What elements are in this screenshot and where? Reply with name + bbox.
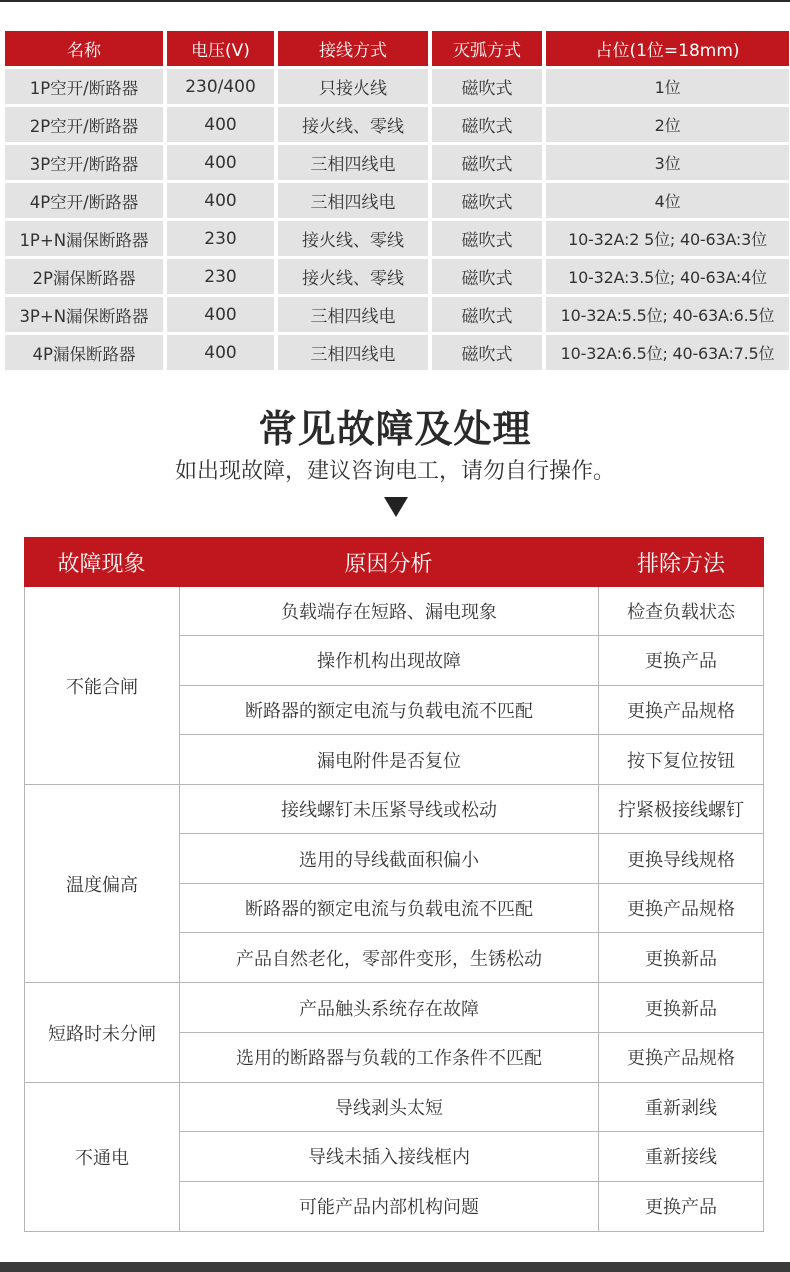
spec-header-wiring: 接线方式	[278, 31, 428, 66]
fault-row	[180, 1033, 763, 1082]
fault-cause: 接线螺钉未压紧导线或松动	[180, 785, 599, 833]
spec-cell-arc: 磁吹式	[432, 107, 542, 142]
fault-group	[24, 983, 764, 1083]
spec-cell-name: 4P空开/断路器	[5, 183, 163, 218]
spec-cell-arc: 磁吹式	[432, 259, 542, 294]
fault-symptom: 不能合闸	[25, 587, 180, 784]
fault-fix: 更换产品规格	[627, 898, 735, 920]
spec-cell-width: 10-32A:5.5位; 40-63A:6.5位	[546, 297, 789, 332]
fault-cause: 产品触头系统存在故障	[180, 983, 599, 1031]
fault-fix: 更换新品	[645, 998, 717, 1020]
fault-cause: 操作机构出现故障	[180, 636, 599, 684]
fault-fix: 拧紧极接线螺钉	[618, 800, 744, 822]
fault-row	[180, 785, 763, 834]
fault-cause: 产品自然老化，零部件变形，生锈松动	[180, 933, 599, 982]
fault-fix: 更换产品规格	[627, 700, 735, 722]
spec-table-row	[5, 107, 789, 142]
fault-fix: 更换导线规格	[627, 849, 735, 871]
spec-cell-name: 3P+N漏保断路器	[5, 297, 163, 332]
fault-fix: 更换产品	[645, 651, 717, 673]
spec-cell-name: 2P空开/断路器	[5, 107, 163, 142]
spec-cell-wiring: 接火线、零线	[278, 221, 428, 256]
fault-row	[180, 884, 763, 933]
spec-cell-voltage: 400	[167, 107, 274, 142]
fault-group	[24, 587, 764, 785]
fault-fix: 更换新品	[645, 948, 717, 970]
bottom-divider	[0, 1262, 790, 1272]
fault-header-symptom: 故障现象	[57, 551, 146, 577]
spec-cell-name: 3P空开/断路器	[5, 145, 163, 180]
spec-cell-voltage: 400	[167, 335, 274, 370]
spec-cell-wiring: 接火线、零线	[278, 107, 428, 142]
fault-row	[180, 735, 763, 784]
fault-symptom: 温度偏高	[25, 785, 180, 982]
fault-cause: 选用的导线截面积偏小	[180, 834, 599, 882]
fault-row	[180, 933, 763, 982]
fault-cause: 断路器的额定电流与负载电流不匹配	[180, 884, 599, 932]
spec-table	[5, 31, 789, 373]
fault-header-cause: 原因分析	[344, 551, 433, 577]
spec-table-row	[5, 335, 789, 370]
fault-header-fix: 排除方法	[636, 551, 725, 577]
spec-cell-width: 4位	[546, 183, 789, 218]
fault-cause: 断路器的额定电流与负载电流不匹配	[180, 686, 599, 734]
fault-fix: 更换产品	[645, 1197, 717, 1219]
spec-cell-width: 10-32A:2 5位; 40-63A:3位	[546, 221, 789, 256]
spec-header-width: 占位(1位=18mm)	[546, 31, 789, 66]
fault-cause: 选用的断路器与负载的工作条件不匹配	[180, 1033, 599, 1082]
spec-cell-width: 3位	[546, 145, 789, 180]
spec-cell-arc: 磁吹式	[432, 145, 542, 180]
fault-row	[180, 1083, 763, 1132]
spec-cell-arc: 磁吹式	[432, 297, 542, 332]
fault-symptom: 短路时未分闸	[25, 983, 180, 1082]
fault-fix: 重新接线	[645, 1147, 717, 1169]
fault-row	[180, 1132, 763, 1181]
spec-cell-width: 2位	[546, 107, 789, 142]
fault-fix: 重新剥线	[645, 1098, 717, 1120]
spec-cell-name: 4P漏保断路器	[5, 335, 163, 370]
spec-cell-voltage: 400	[167, 183, 274, 218]
spec-cell-name: 1P空开/断路器	[5, 69, 163, 104]
fault-fix: 更换产品规格	[627, 1048, 735, 1070]
fault-table-header	[24, 537, 764, 587]
spec-table-row	[5, 69, 789, 104]
fault-row	[180, 1182, 763, 1231]
fault-cause: 导线未插入接线框内	[180, 1132, 599, 1180]
spec-table-row	[5, 221, 789, 256]
spec-cell-arc: 磁吹式	[432, 221, 542, 256]
spec-cell-voltage: 400	[167, 297, 274, 332]
fault-cause: 负载端存在短路、漏电现象	[180, 587, 599, 635]
spec-cell-wiring: 三相四线电	[278, 297, 428, 332]
fault-row	[180, 587, 763, 636]
top-divider	[0, 0, 790, 2]
fault-row	[180, 636, 763, 685]
spec-cell-wiring: 三相四线电	[278, 145, 428, 180]
spec-cell-arc: 磁吹式	[432, 183, 542, 218]
fault-row	[180, 983, 763, 1032]
spec-table-row	[5, 297, 789, 332]
triangle-down-icon	[384, 497, 408, 517]
spec-cell-wiring: 只接火线	[278, 69, 428, 104]
spec-cell-width: 1位	[546, 69, 789, 104]
fault-fix: 检查负载状态	[627, 602, 735, 624]
spec-cell-arc: 磁吹式	[432, 69, 542, 104]
spec-header-name: 名称	[5, 31, 163, 66]
fault-cause: 漏电附件是否复位	[180, 735, 599, 784]
fault-row	[180, 686, 763, 735]
spec-cell-wiring: 接火线、零线	[278, 259, 428, 294]
spec-table-row	[5, 183, 789, 218]
fault-fix: 按下复位按钮	[627, 750, 735, 772]
spec-cell-name: 2P漏保断路器	[5, 259, 163, 294]
fault-table	[24, 537, 764, 1232]
spec-cell-voltage: 230/400	[167, 69, 274, 104]
section-subtitle: 如出现故障，建议咨询电工，请勿自行操作。	[174, 459, 615, 484]
spec-cell-voltage: 230	[167, 221, 274, 256]
spec-cell-name: 1P+N漏保断路器	[5, 221, 163, 256]
spec-cell-width: 10-32A:6.5位; 40-63A:7.5位	[546, 335, 789, 370]
fault-group	[24, 1083, 764, 1232]
spec-table-row	[5, 145, 789, 180]
spec-cell-width: 10-32A:3.5位; 40-63A:4位	[546, 259, 789, 294]
fault-cause: 导线剥头太短	[180, 1083, 599, 1131]
spec-header-arc: 灭弧方式	[432, 31, 542, 66]
fault-group	[24, 785, 764, 983]
spec-table-header	[5, 31, 789, 66]
fault-row	[180, 834, 763, 883]
fault-cause: 可能产品内部机构问题	[180, 1182, 599, 1231]
section-title: 常见故障及处理	[258, 407, 532, 451]
spec-cell-wiring: 三相四线电	[278, 335, 428, 370]
spec-cell-arc: 磁吹式	[432, 335, 542, 370]
fault-symptom: 不通电	[25, 1083, 180, 1231]
spec-header-voltage: 电压(V)	[167, 31, 274, 66]
spec-table-row	[5, 259, 789, 294]
spec-cell-voltage: 400	[167, 145, 274, 180]
spec-cell-voltage: 230	[167, 259, 274, 294]
spec-cell-wiring: 三相四线电	[278, 183, 428, 218]
